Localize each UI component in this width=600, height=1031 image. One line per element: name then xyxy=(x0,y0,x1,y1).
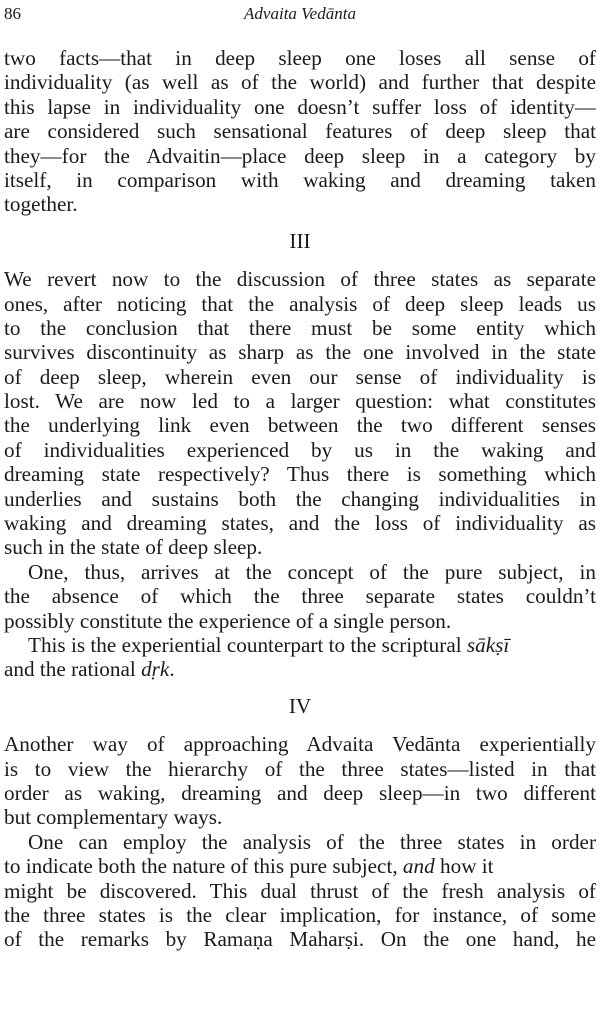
text-line: underlies and sustains both the changing individualities in xyxy=(4,486,596,511)
text-line: individuality (as well as of the world) and further that despite xyxy=(4,70,596,95)
text-line: dreaming state respectively? Thus there is something which xyxy=(4,462,596,487)
paragraph xyxy=(4,633,596,682)
text-line: but complementary ways. xyxy=(4,805,223,830)
text-line: this lapse in individuality one doesn’t suffer loss of identity— xyxy=(4,94,596,119)
text-line: Another way of approaching Advaita Vedānta experientially xyxy=(4,732,596,757)
text-line xyxy=(4,633,596,657)
paragraph xyxy=(4,46,596,217)
text-run: . xyxy=(169,657,175,682)
text-line: of the remarks by Ramaṇa Maharṣi. On the one hand, he xyxy=(4,927,596,952)
text-line: to the conclusion that there must be some entity which xyxy=(4,315,596,340)
text-line: One can employ the analysis of the three states in order xyxy=(28,829,596,854)
text-line: possibly constitute the experience of a single person. xyxy=(4,608,452,633)
text-line: of deep sleep, wherein even our sense of individuality is xyxy=(4,364,596,389)
paragraph xyxy=(4,560,596,633)
text-line: the three states is the clear implication, for instance, of some xyxy=(4,902,596,927)
text-line: they—for the Advaitin—place deep sleep in a category by xyxy=(4,143,596,168)
body-text xyxy=(4,46,596,952)
text-line: the absence of which the three separate states couldn’t xyxy=(4,584,596,609)
text-line: two facts—that in deep sleep one loses all sense of xyxy=(4,46,596,70)
text-line: lost. We are now led to a larger question: what constitutes xyxy=(4,389,596,414)
text-line: order as waking, dreaming and deep sleep—in two different xyxy=(4,780,596,805)
text-line: are considered such sensational features of deep sleep that xyxy=(4,119,596,144)
sanskrit-term: dṛk xyxy=(141,657,170,682)
text-run: to indicate both the nature of this pure subject, xyxy=(4,854,403,879)
page-header xyxy=(4,2,596,26)
text-line: might be discovered. This dual thrust of the fresh analysis of xyxy=(4,878,596,903)
paragraph xyxy=(4,267,596,560)
text-line: survives discontinuity as sharp as the one involved in the state xyxy=(4,340,596,365)
paragraph xyxy=(4,830,596,952)
sanskrit-term: sākṣī xyxy=(466,632,510,657)
text-line xyxy=(4,657,596,681)
text-line: We revert now to the discussion of three states as separate xyxy=(4,267,596,292)
text-line: ones, after noticing that the analysis of deep sleep leads us xyxy=(4,291,596,316)
text-run: and the rational xyxy=(4,657,142,682)
text-line: of individualities experienced by us in the waking and xyxy=(4,437,596,462)
emphasis: and xyxy=(402,854,435,879)
page-number: 86 xyxy=(4,4,21,23)
text-line: waking and dreaming states, and the loss of individuality as xyxy=(4,511,596,536)
text-run: This is the experiential counterpart to the scriptural xyxy=(28,632,467,657)
section-heading: III xyxy=(289,228,311,253)
text-run: how it xyxy=(434,854,494,879)
text-line: One, thus, arrives at the concept of the pure subject, in xyxy=(28,559,596,584)
running-title: Advaita Vedānta xyxy=(244,4,356,23)
text-line: together. xyxy=(4,192,78,217)
section-heading: IV xyxy=(288,693,312,718)
text-line xyxy=(4,854,596,878)
text-line: the underlying link even between the two different senses xyxy=(4,413,596,438)
paragraph xyxy=(4,732,596,830)
text-line: itself, in comparison with waking and dreaming taken xyxy=(4,167,596,192)
text-line: is to view the hierarchy of the three states—listed in that xyxy=(4,756,596,781)
text-line: such in the state of deep sleep. xyxy=(4,535,263,560)
